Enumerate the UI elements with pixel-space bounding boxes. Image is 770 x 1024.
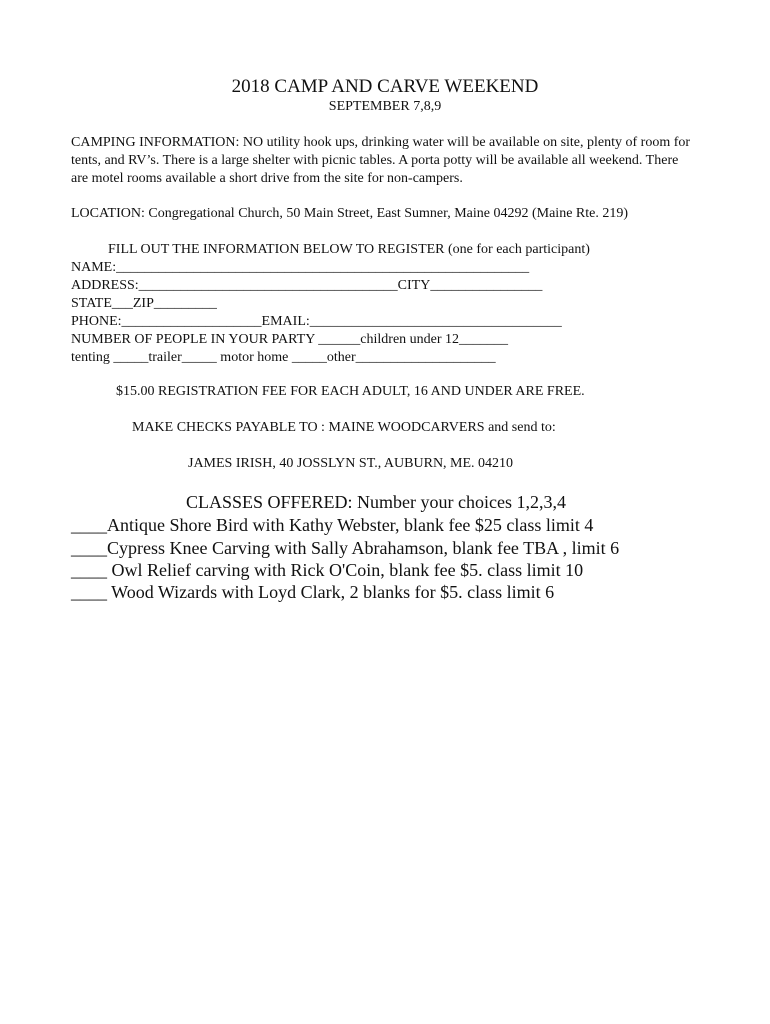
camping-information: CAMPING INFORMATION: NO utility hook ups, drinking water will be available on site, plenty of room for tents, and RV’s. There is a large shelter with picnic tables. A porta potty will be available all weekend. There are motel rooms available a short drive from the site for non-campers. [71,135,691,186]
register-instruction: FILL OUT THE INFORMATION BELOW TO REGISTER (one for each participant) [108,242,590,257]
checks-payable: MAKE CHECKS PAYABLE TO : MAINE WOODCARVERS and send to: [132,420,556,435]
address-city-field: ADDRESS:_____________________________________CITY________________ [71,278,543,293]
mailing-address: JAMES IRISH, 40 JOSSLYN ST., AUBURN, ME. 04210 [188,456,514,471]
class-item: ____ Owl Relief carving with Rick O'Coin, blank fee $5. class limit 10 [71,560,584,580]
phone-email-field: PHONE:____________________EMAIL:____________________________________ [71,314,562,329]
class-item: ____Cypress Knee Carving with Sally Abrahamson, blank fee TBA , limit 6 [71,538,620,558]
registration-fee: $15.00 REGISTRATION FEE FOR EACH ADULT, 16 AND UNDER ARE FREE. [116,384,585,399]
location-line: LOCATION: Congregational Church, 50 Main Street, East Sumner, Maine 04292 (Maine Rte. 219) [71,206,629,221]
state-zip-field: STATE___ZIP_________ [71,296,217,311]
classes-heading: CLASSES OFFERED: Number your choices 1,2,3,4 [186,492,566,512]
lodging-type-field: tenting _____trailer_____ motor home _____other____________________ [71,350,496,365]
class-item: ____Antique Shore Bird with Kathy Webster, blank fee $25 class limit 4 [71,515,594,535]
name-field: NAME:___________________________________________________________ [71,260,530,275]
event-dates: SEPTEMBER 7,8,9 [328,99,442,114]
class-item: ____ Wood Wizards with Loyd Clark, 2 blanks for $5. class limit 6 [71,582,555,602]
party-size-field: NUMBER OF PEOPLE IN YOUR PARTY ______children under 12_______ [71,332,509,347]
page-title: 2018 CAMP AND CARVE WEEKEND [231,76,539,97]
